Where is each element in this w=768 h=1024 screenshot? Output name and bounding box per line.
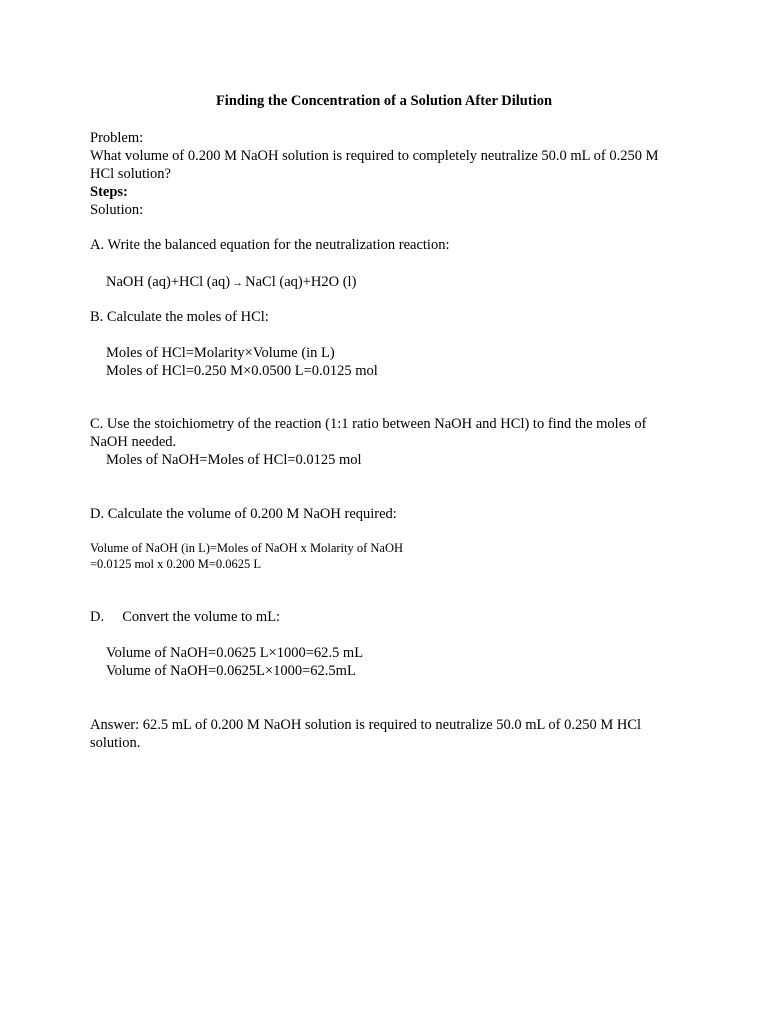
- step-d2-line-2: Volume of NaOH=0.0625L×1000=62.5mL: [106, 663, 356, 679]
- equation-reactants: NaOH (aq)+HCl (aq): [106, 274, 231, 290]
- step-b-line-1: Moles of HCl=Molarity×Volume (in L): [106, 345, 335, 361]
- step-d2-heading: D. Convert the volume to mL:: [90, 609, 281, 625]
- step-b-body: [90, 344, 696, 380]
- step-c-line-1: Moles of NaOH=Moles of HCl=0.0125 mol: [106, 452, 362, 468]
- step-a-heading: A. Write the balanced equation for the neutralization reaction:: [90, 237, 450, 253]
- step-b-line-2: Moles of HCl=0.250 M×0.0500 L=0.0125 mol: [106, 363, 378, 379]
- step-d1-heading: D. Calculate the volume of 0.200 M NaOH required:: [90, 506, 397, 522]
- problem-label: Problem:: [90, 130, 144, 146]
- step-d1-line-1: Volume of NaOH (in L)=Moles of NaOH x Molarity of NaOH: [90, 541, 404, 555]
- step-c-section: [90, 415, 680, 469]
- balanced-equation: [90, 273, 696, 292]
- solution-label: Solution:: [90, 202, 144, 218]
- answer-text: Answer: 62.5 mL of 0.200 M NaOH solution is required to neutralize 50.0 mL of 0.250 M HCl solution.: [90, 717, 642, 751]
- document-title: Finding the Concentration of a Solution After Dilution: [215, 93, 553, 109]
- step-b-heading: B. Calculate the moles of HCl:: [90, 309, 269, 325]
- step-c-heading: C. Use the stoichiometry of the reaction (1:1 ratio between NaOH and HCl) to find the moles of NaOH needed.: [90, 416, 647, 450]
- step-d2-line-1: Volume of NaOH=0.0625 L×1000=62.5 mL: [106, 645, 364, 661]
- problem-text: What volume of 0.200 M NaOH solution is required to completely neutralize 50.0 mL of 0.250 M HCl solution?: [90, 148, 659, 182]
- step-d2-body: [90, 644, 696, 680]
- problem-section: [90, 129, 680, 219]
- step-d1-line-2: =0.0125 mol x 0.200 M=0.0625 L: [90, 557, 262, 571]
- reaction-arrow: →: [232, 277, 244, 289]
- steps-label: Steps:: [90, 184, 128, 200]
- step-d1-body: [90, 540, 680, 572]
- equation-products: NaCl (aq)+H2O (l): [245, 274, 357, 290]
